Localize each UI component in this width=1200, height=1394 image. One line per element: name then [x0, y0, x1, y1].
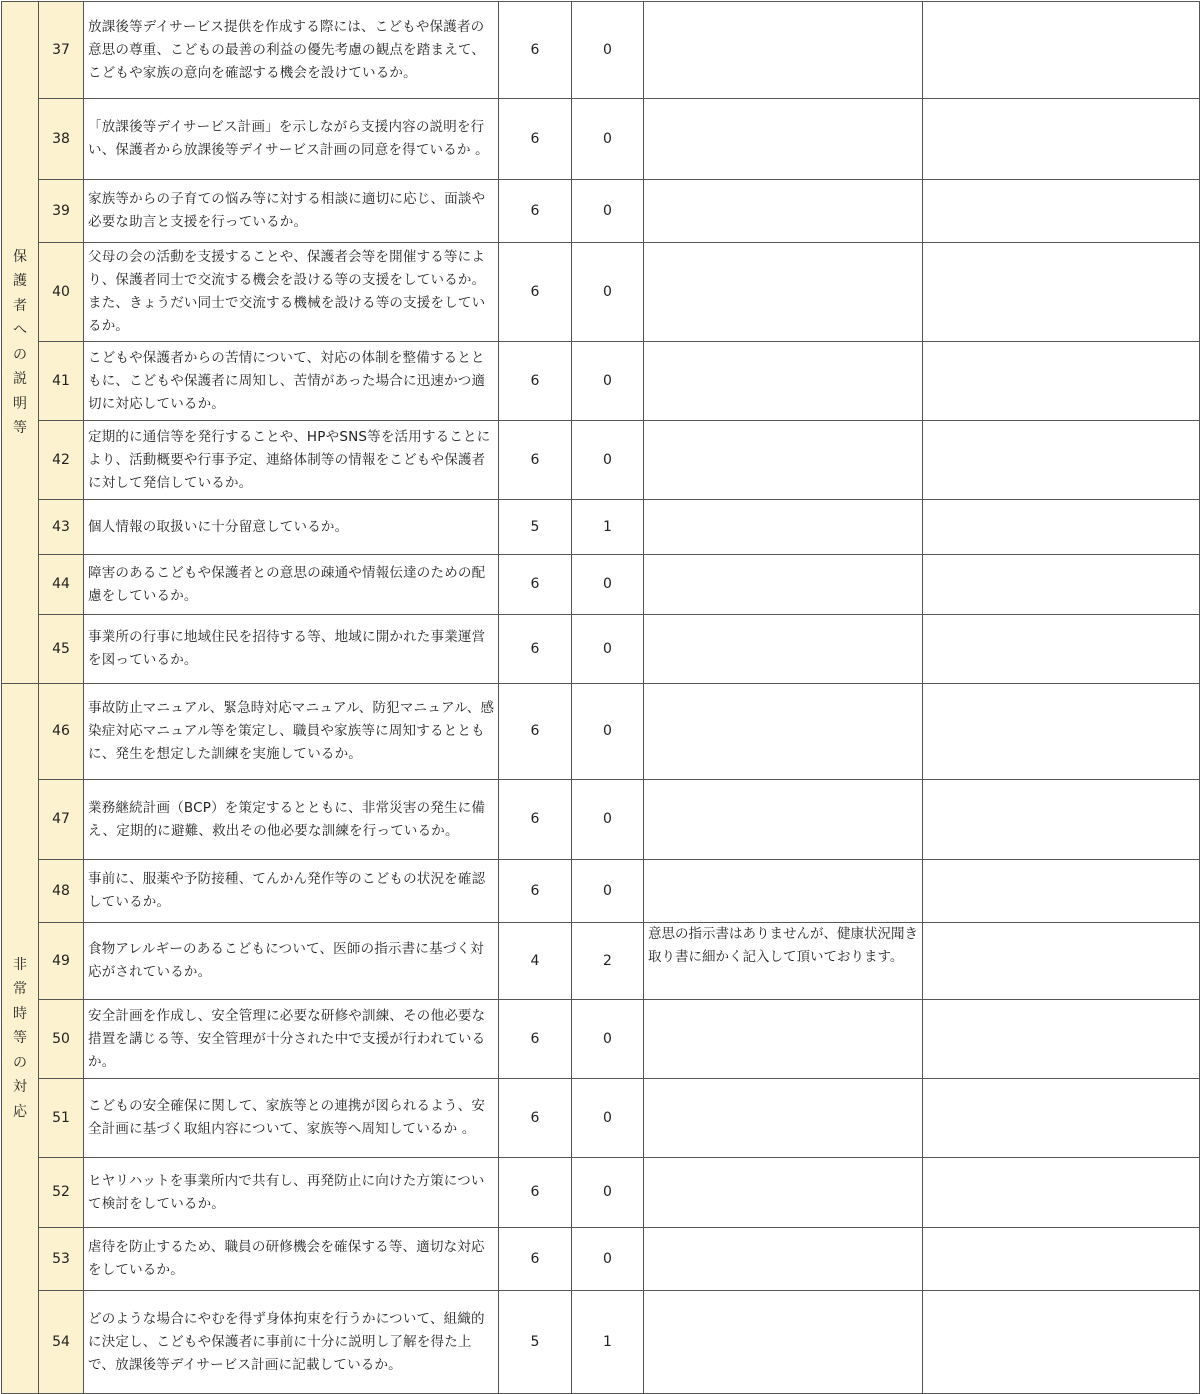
- question-cell: 事業所の行事に地域住民を招待する等、地域に開かれた事業運営を図っているか。: [84, 615, 499, 684]
- yes-count-cell: 6: [499, 2, 572, 99]
- category-label: 非常時等の対応: [13, 956, 27, 1120]
- table-row: [2, 421, 1200, 500]
- no-count-cell: 1: [572, 500, 644, 555]
- note-cell: [923, 1158, 1200, 1228]
- yes-count-cell: 6: [499, 555, 572, 615]
- table-row: [2, 684, 1200, 780]
- yes-count-cell: 6: [499, 243, 572, 342]
- question-cell: 父母の会の活動を支援することや、保護者会等を開催する等により、保護者同士で交流する機会を設ける等の支援をしているか。また、きょうだい同士で交流する機械を設ける等の支援をしているか。: [84, 243, 499, 342]
- item-number-cell: 54: [39, 1291, 84, 1394]
- no-count-cell: 0: [572, 1228, 644, 1291]
- comment-cell: [644, 2, 923, 99]
- evaluation-table: [1, 1, 1200, 1394]
- item-number-cell: 47: [39, 780, 84, 860]
- table-row: [2, 99, 1200, 180]
- table-row: [2, 615, 1200, 684]
- no-count-cell: 0: [572, 2, 644, 99]
- comment-cell: [644, 684, 923, 780]
- table-row: [2, 243, 1200, 342]
- comment-cell: [644, 421, 923, 500]
- item-number-cell: 48: [39, 860, 84, 923]
- note-cell: [923, 99, 1200, 180]
- item-number-cell: 49: [39, 923, 84, 1000]
- item-number-cell: 39: [39, 180, 84, 243]
- category-cell: [2, 684, 39, 1394]
- note-cell: [923, 421, 1200, 500]
- no-count-cell: 0: [572, 99, 644, 180]
- no-count-cell: 0: [572, 780, 644, 860]
- item-number-cell: 38: [39, 99, 84, 180]
- comment-cell: [644, 615, 923, 684]
- yes-count-cell: 6: [499, 1079, 572, 1158]
- comment-cell: [644, 342, 923, 421]
- yes-count-cell: 6: [499, 615, 572, 684]
- note-cell: [923, 243, 1200, 342]
- no-count-cell: 0: [572, 1079, 644, 1158]
- question-cell: こどもの安全確保に関して、家族等との連携が図られるよう、安全計画に基づく取組内容について、家族等へ周知しているか 。: [84, 1079, 499, 1158]
- question-cell: 食物アレルギーのあるこどもについて、医師の指示書に基づく対応がされているか。: [84, 923, 499, 1000]
- yes-count-cell: 6: [499, 860, 572, 923]
- table-row: [2, 780, 1200, 860]
- no-count-cell: 0: [572, 684, 644, 780]
- item-number-cell: 42: [39, 421, 84, 500]
- note-cell: [923, 860, 1200, 923]
- yes-count-cell: 6: [499, 180, 572, 243]
- note-cell: [923, 1079, 1200, 1158]
- table-row: [2, 1000, 1200, 1079]
- question-cell: 安全計画を作成し、安全管理に必要な研修や訓練、その他必要な措置を講じる等、安全管理が十分された中で支援が行われているか。: [84, 1000, 499, 1079]
- table-body: [2, 2, 1200, 1394]
- item-number-cell: 37: [39, 2, 84, 99]
- note-cell: [923, 500, 1200, 555]
- table-row: [2, 923, 1200, 1000]
- question-cell: 定期的に通信等を発行することや、HPやSNS等を活用することにより、活動概要や行事予定、連絡体制等の情報をこどもや保護者に対して発信しているか。: [84, 421, 499, 500]
- table-row: [2, 1228, 1200, 1291]
- item-number-cell: 43: [39, 500, 84, 555]
- note-cell: [923, 923, 1200, 1000]
- item-number-cell: 46: [39, 684, 84, 780]
- comment-cell: [644, 243, 923, 342]
- comment-cell: [644, 1228, 923, 1291]
- comment-cell: [644, 555, 923, 615]
- item-number-cell: 50: [39, 1000, 84, 1079]
- item-number-cell: 45: [39, 615, 84, 684]
- comment-cell: [644, 780, 923, 860]
- note-cell: [923, 1228, 1200, 1291]
- yes-count-cell: 4: [499, 923, 572, 1000]
- question-cell: ヒヤリハットを事業所内で共有し、再発防止に向けた方策について検討をしているか。: [84, 1158, 499, 1228]
- note-cell: [923, 2, 1200, 99]
- yes-count-cell: 6: [499, 780, 572, 860]
- yes-count-cell: 6: [499, 1158, 572, 1228]
- table-row: [2, 555, 1200, 615]
- no-count-cell: 0: [572, 1000, 644, 1079]
- item-number-cell: 40: [39, 243, 84, 342]
- table-row: [2, 1291, 1200, 1394]
- comment-cell: [644, 1000, 923, 1079]
- table-row: [2, 1158, 1200, 1228]
- yes-count-cell: 6: [499, 99, 572, 180]
- question-cell: 事前に、服薬や予防接種、てんかん発作等のこどもの状況を確認しているか。: [84, 860, 499, 923]
- question-cell: 障害のあるこどもや保護者との意思の疎通や情報伝達のための配慮をしているか。: [84, 555, 499, 615]
- note-cell: [923, 684, 1200, 780]
- category-cell: [2, 2, 39, 684]
- table-row: [2, 342, 1200, 421]
- no-count-cell: 0: [572, 555, 644, 615]
- comment-cell: [644, 1158, 923, 1228]
- no-count-cell: 0: [572, 1158, 644, 1228]
- item-number-cell: 51: [39, 1079, 84, 1158]
- yes-count-cell: 6: [499, 1228, 572, 1291]
- item-number-cell: 53: [39, 1228, 84, 1291]
- no-count-cell: 1: [572, 1291, 644, 1394]
- yes-count-cell: 5: [499, 500, 572, 555]
- comment-cell: [644, 180, 923, 243]
- category-label: 保護者への説明等: [13, 248, 27, 436]
- question-cell: 個人情報の取扱いに十分留意しているか。: [84, 500, 499, 555]
- comment-cell: [644, 860, 923, 923]
- question-cell: 事故防止マニュアル、緊急時対応マニュアル、防犯マニュアル、感染症対応マニュアル等を策定し、職員や家族等に周知するとともに、発生を想定した訓練を実施しているか。: [84, 684, 499, 780]
- question-cell: どのような場合にやむを得ず身体拘束を行うかについて、組織的に決定し、こどもや保護者に事前に十分に説明し了解を得た上で、放課後等デイサービス計画に記載しているか。: [84, 1291, 499, 1394]
- comment-cell: [644, 500, 923, 555]
- question-cell: 家族等からの子育ての悩み等に対する相談に適切に応じ、面談や必要な助言と支援を行っているか。: [84, 180, 499, 243]
- question-cell: こどもや保護者からの苦情について、対応の体制を整備するとともに、こどもや保護者に周知し、苦情があった場合に迅速かつ適切に対応しているか。: [84, 342, 499, 421]
- no-count-cell: 0: [572, 243, 644, 342]
- table-row: [2, 2, 1200, 99]
- note-cell: [923, 342, 1200, 421]
- table-row: [2, 180, 1200, 243]
- question-cell: 虐待を防止するため、職員の研修機会を確保する等、適切な対応をしているか。: [84, 1228, 499, 1291]
- yes-count-cell: 5: [499, 1291, 572, 1394]
- no-count-cell: 0: [572, 421, 644, 500]
- no-count-cell: 0: [572, 342, 644, 421]
- yes-count-cell: 6: [499, 421, 572, 500]
- note-cell: [923, 1000, 1200, 1079]
- item-number-cell: 44: [39, 555, 84, 615]
- note-cell: [923, 615, 1200, 684]
- question-cell: 「放課後等デイサービス計画」を示しながら支援内容の説明を行い、保護者から放課後等デイサービス計画の同意を得ているか 。: [84, 99, 499, 180]
- no-count-cell: 0: [572, 180, 644, 243]
- note-cell: [923, 555, 1200, 615]
- yes-count-cell: 6: [499, 684, 572, 780]
- question-cell: 業務継続計画（BCP）を策定するとともに、非常災害の発生に備え、定期的に避難、救出その他必要な訓練を行っているか。: [84, 780, 499, 860]
- comment-cell: [644, 99, 923, 180]
- yes-count-cell: 6: [499, 342, 572, 421]
- comment-cell: [644, 1079, 923, 1158]
- item-number-cell: 41: [39, 342, 84, 421]
- note-cell: [923, 780, 1200, 860]
- note-cell: [923, 180, 1200, 243]
- no-count-cell: 0: [572, 860, 644, 923]
- table-row: [2, 1079, 1200, 1158]
- item-number-cell: 52: [39, 1158, 84, 1228]
- comment-cell: [644, 1291, 923, 1394]
- table-row: [2, 860, 1200, 923]
- no-count-cell: 2: [572, 923, 644, 1000]
- table-row: [2, 500, 1200, 555]
- yes-count-cell: 6: [499, 1000, 572, 1079]
- no-count-cell: 0: [572, 615, 644, 684]
- comment-cell: 意思の指示書はありませんが、健康状況聞き取り書に細かく記入して頂いております。: [644, 923, 923, 1000]
- question-cell: 放課後等デイサービス提供を作成する際には、こどもや保護者の意思の尊重、こどもの最善の利益の優先考慮の観点を踏まえて、こどもや家族の意向を確認する機会を設けているか。: [84, 2, 499, 99]
- note-cell: [923, 1291, 1200, 1394]
